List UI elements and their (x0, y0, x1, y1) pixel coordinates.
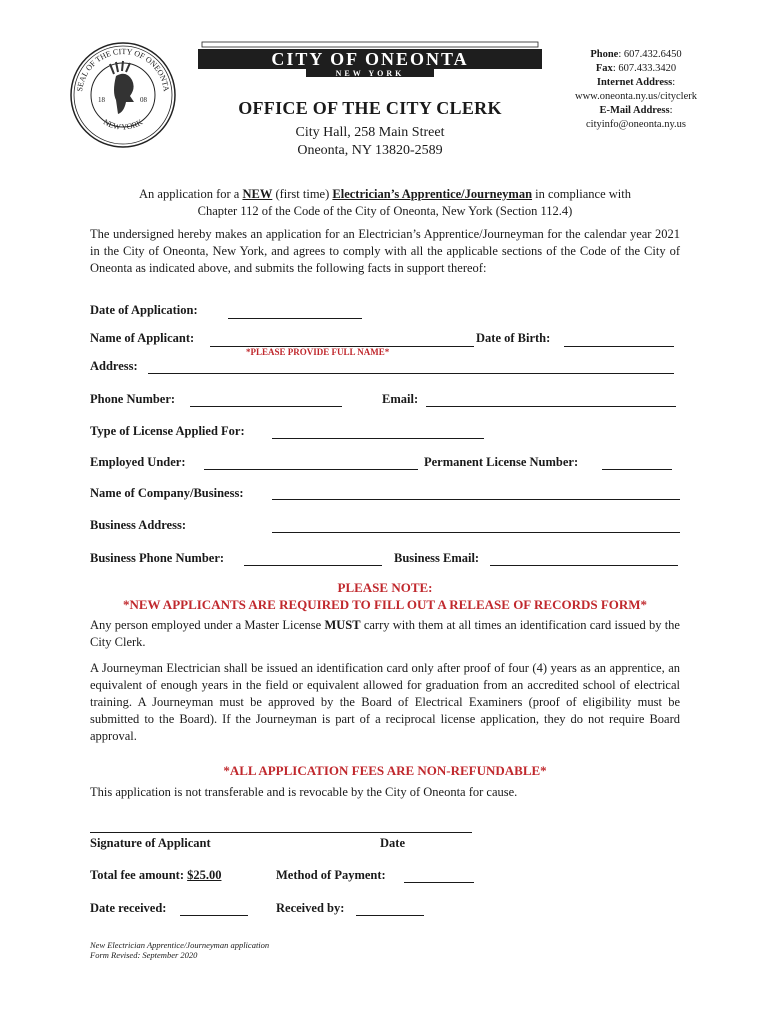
email-label: E-Mail Address (599, 105, 670, 116)
intro-text (90, 186, 680, 220)
signature-label: Signature of Applicant (90, 836, 211, 850)
full-name-note: *PLEASE PROVIDE FULL NAME* (246, 347, 390, 357)
business-address-label: Business Address: (90, 518, 186, 532)
business-email-field[interactable] (490, 565, 678, 566)
fax-value: : 607.433.3420 (612, 63, 677, 74)
received-by-field[interactable] (356, 915, 424, 916)
address-line-2: Oneonta, NY 13820-2589 (297, 143, 443, 158)
application-paragraph: The undersigned hereby makes an application for an Electrician’s Apprentice/Journeyman for the calendar year 2021 in the City of Oneonta, New York, and agrees to comply with all the applicable sections of the Code of the City of Oneonta as indicated above, and submits the following facts in support thereof: (90, 227, 680, 275)
license-type-label: Type of License Applied For: (90, 424, 245, 438)
date-of-application-field[interactable] (228, 318, 362, 319)
phone-value: : 607.432.6450 (618, 49, 682, 60)
employed-under-field[interactable] (204, 469, 418, 470)
business-phone-field[interactable] (244, 565, 382, 566)
email-value[interactable]: cityinfo@oneonta.ny.us (586, 119, 686, 130)
address-label: Address: (90, 359, 138, 373)
intro-line-2: Chapter 112 of the Code of the City of Oneonta, New York (Section 112.4) (197, 204, 573, 218)
signature-line[interactable] (90, 832, 472, 833)
intro-part-2: (first time) (272, 187, 333, 201)
phone-number-field[interactable] (190, 406, 342, 407)
footer-line-2: Form Revised: September 2020 (90, 950, 198, 960)
company-field[interactable] (272, 499, 680, 500)
banner-subtitle: NEW YORK (335, 69, 405, 78)
svg-text:NEW YORK (102, 117, 144, 131)
received-by-label: Received by: (276, 901, 345, 915)
payment-method-field[interactable] (404, 882, 474, 883)
internet-label: Internet Address (596, 77, 673, 88)
date-of-birth-field[interactable] (564, 346, 674, 347)
id-card-must: MUST (324, 618, 361, 632)
phone-number-label: Phone Number: (90, 392, 176, 406)
transferable-notice: This application is not transferable and is revocable by the City of Oneonta for cause. (90, 785, 518, 799)
address-line-1: City Hall, 258 Main Street (295, 125, 445, 140)
fax-label: Fax (595, 63, 613, 74)
city-banner-logo (196, 40, 544, 78)
intro-part-3: in compliance with (532, 187, 631, 201)
business-address-field[interactable] (272, 532, 680, 533)
fee-value: $25.00 (187, 868, 222, 882)
date-received-field[interactable] (180, 915, 248, 916)
internet-colon: : (672, 77, 676, 88)
fee-label: Total fee amount: (90, 868, 188, 882)
license-type-field[interactable] (272, 438, 484, 439)
date-received-label: Date received: (90, 901, 167, 915)
non-refundable-notice: *ALL APPLICATION FEES ARE NON-REFUNDABLE* (223, 763, 547, 778)
footer-line-1: New Electrician Apprentice/Journeyman application (90, 940, 270, 950)
release-form-notice: *NEW APPLICANTS ARE REQUIRED TO FILL OUT A RELEASE OF RECORDS FORM* (122, 597, 648, 612)
business-phone-label: Business Phone Number: (90, 551, 225, 565)
intro-new: NEW (242, 187, 273, 201)
intro-part-1: An application for a (139, 187, 243, 201)
seal-text-bottom: NEW YORK (101, 117, 145, 132)
id-card-text-b: carry with them at all times an identification card issued by the City Clerk. (90, 618, 680, 649)
permanent-license-label: Permanent License Number: (424, 455, 579, 469)
form-footer (90, 940, 269, 960)
employed-under-label: Employed Under: (90, 455, 186, 469)
signature-date-label: Date (380, 836, 405, 850)
please-note-heading: PLEASE NOTE: (337, 580, 433, 595)
name-of-applicant-label: Name of Applicant: (90, 331, 195, 345)
company-label: Name of Company/Business: (90, 486, 244, 500)
date-of-birth-label: Date of Birth: (476, 331, 551, 345)
payment-method-label: Method of Payment: (276, 868, 386, 882)
internet-value[interactable]: www.oneonta.ny.us/cityclerk (575, 91, 697, 102)
contact-block (556, 48, 716, 132)
journeyman-paragraph: A Journeyman Electrician shall be issued an identification card only after proof of four (4) years as an apprentice, an equivalent of enough years in the field or equivalent allowed for graduation from an accredited school of electrical training. A Journeyman must be approved by the Board of Electrical Examiners (proof of eligibility must be submitted to the Board). If the Journeyman is part of a reciprocal license application, they do not require Board approval. (90, 661, 680, 743)
seal-text-top: SEAL OF THE CITY OF ONEONTA (75, 46, 171, 93)
email-colon: : (669, 105, 673, 116)
id-card-paragraph (90, 617, 680, 651)
date-of-application-label: Date of Application: (90, 303, 198, 317)
seal-year-right: 08 (140, 96, 147, 104)
office-title: OFFICE OF THE CITY CLERK (238, 98, 502, 118)
address-field[interactable] (148, 373, 674, 374)
id-card-text-a: Any person employed under a Master License (90, 618, 325, 632)
banner-title: CITY OF ONEONTA (271, 49, 469, 69)
fee-row (90, 868, 221, 883)
email-field[interactable] (426, 406, 676, 407)
seal-year-left: 18 (98, 96, 105, 104)
intro-license: Electrician’s Apprentice/Journeyman (332, 187, 533, 201)
city-seal-logo (68, 40, 178, 150)
business-email-label: Business Email: (394, 551, 480, 565)
email-field-label: Email: (382, 392, 419, 406)
permanent-license-field[interactable] (602, 469, 672, 470)
phone-label: Phone (590, 49, 619, 60)
